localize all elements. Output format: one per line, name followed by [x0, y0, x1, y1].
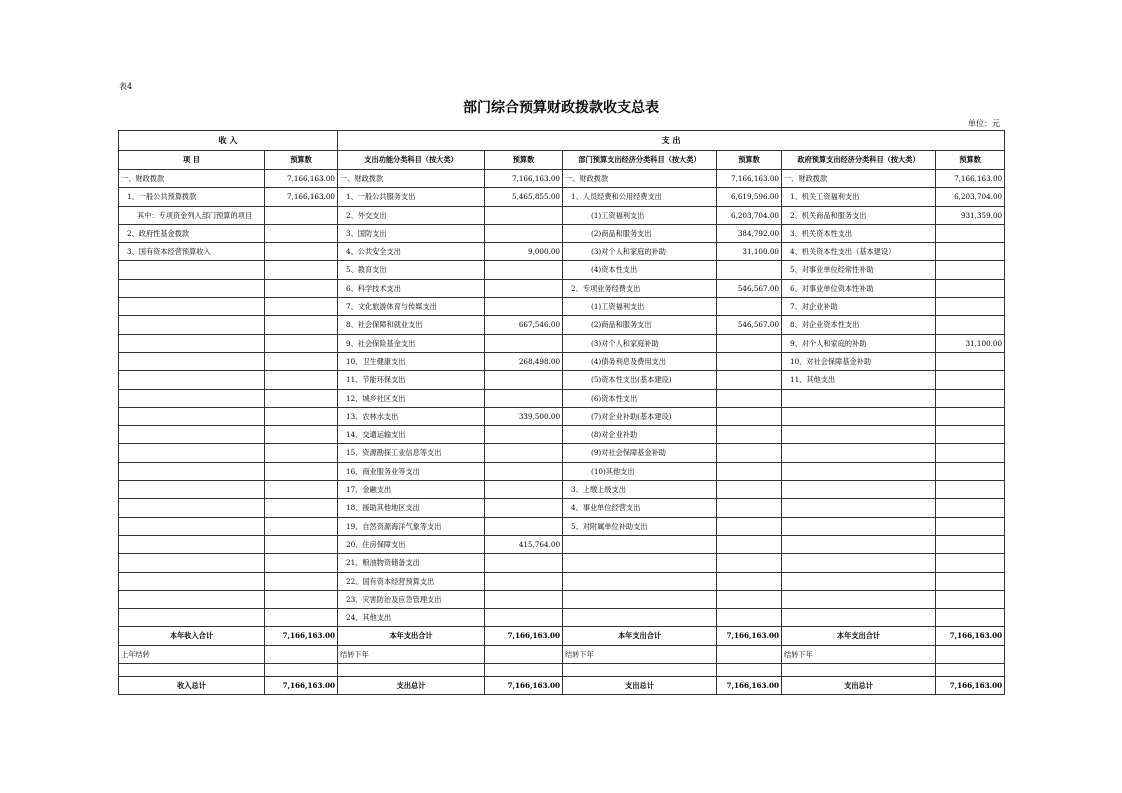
dept-econ-budget	[717, 426, 782, 444]
function-item: 一、财政拨款	[338, 170, 485, 188]
table-row	[119, 188, 1005, 206]
income-item	[119, 481, 265, 499]
dept-econ-item: (1)工资福利支出	[563, 298, 717, 316]
gov-econ-item: 8、对企业资本性支出	[782, 316, 936, 334]
gov-econ-budget	[936, 609, 1005, 627]
function-budget: 5,465,855.00	[485, 188, 563, 206]
income-item: 2、政府性基金拨款	[119, 224, 265, 242]
income-budget	[265, 407, 338, 425]
table-row	[119, 572, 1005, 590]
dept-econ-item: (3)对个人和家庭补助	[563, 334, 717, 352]
income-budget	[265, 462, 338, 480]
income-item	[119, 352, 265, 370]
income-budget	[265, 389, 338, 407]
income-budget	[265, 334, 338, 352]
col-header-budget: 预算数	[936, 151, 1005, 170]
income-budget	[265, 371, 338, 389]
function-budget	[485, 554, 563, 572]
gov-econ-budget: 931,359.00	[936, 206, 1005, 224]
income-budget	[265, 316, 338, 334]
year-income-total-label: 本年收入合计	[119, 627, 265, 645]
dept-econ-item: (4)资本性支出	[563, 261, 717, 279]
function-item: 3、国防支出	[338, 224, 485, 242]
income-item: 3、国有资本经营预算收入	[119, 243, 265, 261]
gov-econ-budget	[936, 224, 1005, 242]
income-budget	[265, 224, 338, 242]
table-row	[119, 462, 1005, 480]
dept-econ-budget: 6,203,704.00	[717, 206, 782, 224]
income-budget	[265, 535, 338, 553]
gov-econ-item	[782, 426, 936, 444]
function-item: 7、文化旅游体育与传媒支出	[338, 298, 485, 316]
carry-out-value	[485, 645, 563, 663]
dept-econ-budget: 384,792.00	[717, 224, 782, 242]
income-item	[119, 554, 265, 572]
gov-econ-item	[782, 407, 936, 425]
gov-econ-budget	[936, 389, 1005, 407]
income-budget	[265, 298, 338, 316]
dept-econ-budget	[717, 462, 782, 480]
income-item	[119, 261, 265, 279]
income-item	[119, 334, 265, 352]
income-item	[119, 407, 265, 425]
function-budget	[485, 279, 563, 297]
gov-econ-budget: 7,166,163.00	[936, 170, 1005, 188]
function-budget	[485, 426, 563, 444]
dept-econ-item	[563, 554, 717, 572]
table-number: 表4	[119, 82, 133, 91]
function-item: 10、卫生健康支出	[338, 352, 485, 370]
gov-econ-item: 2、机关商品和服务支出	[782, 206, 936, 224]
function-item: 24、其他支出	[338, 609, 485, 627]
gov-econ-item: 11、其他支出	[782, 371, 936, 389]
function-item: 14、交通运输支出	[338, 426, 485, 444]
function-item: 2、外交支出	[338, 206, 485, 224]
carry-in-label: 上年结转	[119, 645, 265, 663]
dept-econ-budget	[717, 407, 782, 425]
income-item: 其中：专项资金列入部门预算的项目	[119, 206, 265, 224]
income-budget	[265, 352, 338, 370]
gov-econ-budget	[936, 572, 1005, 590]
blank-cell	[717, 664, 782, 677]
dept-econ-budget	[717, 371, 782, 389]
function-item: 19、自然资源海洋气象等支出	[338, 517, 485, 535]
function-budget	[485, 499, 563, 517]
gov-econ-item	[782, 444, 936, 462]
gov-econ-budget	[936, 371, 1005, 389]
year-expense-total-label: 本年支出合计	[338, 627, 485, 645]
expense-grand-total-value: 7,166,163.00	[485, 677, 563, 695]
function-item: 21、粮油物资储备支出	[338, 554, 485, 572]
table-row	[119, 426, 1005, 444]
function-budget	[485, 224, 563, 242]
table-row	[119, 334, 1005, 352]
expense-band: 支 出	[338, 131, 1005, 151]
income-item	[119, 590, 265, 608]
carry-out-label: 结转下年	[338, 645, 485, 663]
income-budget	[265, 572, 338, 590]
dept-econ-item: (3)对个人和家庭的补助	[563, 243, 717, 261]
expense-grand-total-label: 支出总计	[563, 677, 717, 695]
function-budget	[485, 462, 563, 480]
dept-econ-budget	[717, 590, 782, 608]
income-budget	[265, 609, 338, 627]
table-row	[119, 316, 1005, 334]
function-budget: 268,498.00	[485, 352, 563, 370]
income-budget	[265, 499, 338, 517]
dept-econ-item: 一、财政拨款	[563, 170, 717, 188]
dept-econ-item: (8)对企业补助	[563, 426, 717, 444]
gov-econ-item: 7、对企业补助	[782, 298, 936, 316]
function-budget	[485, 261, 563, 279]
col-header-budget: 预算数	[717, 151, 782, 170]
gov-econ-item	[782, 535, 936, 553]
table-row	[119, 554, 1005, 572]
dept-econ-budget	[717, 389, 782, 407]
function-budget: 415,764.00	[485, 535, 563, 553]
income-budget: 7,166,163.00	[265, 188, 338, 206]
income-budget	[265, 261, 338, 279]
table-row	[119, 298, 1005, 316]
expense-grand-total-value: 7,166,163.00	[717, 677, 782, 695]
income-item: 1、一般公共预算拨款	[119, 188, 265, 206]
table-row	[119, 535, 1005, 553]
gov-econ-item	[782, 572, 936, 590]
expense-grand-total-label: 支出总计	[782, 677, 936, 695]
function-budget	[485, 481, 563, 499]
function-item: 5、教育支出	[338, 261, 485, 279]
function-budget: 7,166,163.00	[485, 170, 563, 188]
function-budget	[485, 371, 563, 389]
function-item: 9、社会保险基金支出	[338, 334, 485, 352]
gov-econ-item: 9、对个人和家庭的补助	[782, 334, 936, 352]
gov-econ-item	[782, 462, 936, 480]
dept-econ-budget	[717, 554, 782, 572]
gov-econ-budget	[936, 517, 1005, 535]
dept-econ-budget	[717, 298, 782, 316]
carry-out-label: 结转下年	[782, 645, 936, 663]
carry-in-value	[265, 645, 338, 663]
function-item: 22、国有资本经营预算支出	[338, 572, 485, 590]
gov-econ-item	[782, 481, 936, 499]
col-header-budget: 预算数	[265, 151, 338, 170]
dept-econ-budget	[717, 444, 782, 462]
dept-econ-budget	[717, 572, 782, 590]
dept-econ-budget: 546,567.00	[717, 316, 782, 334]
dept-econ-budget	[717, 499, 782, 517]
income-item	[119, 535, 265, 553]
gov-econ-item	[782, 590, 936, 608]
dept-econ-item	[563, 572, 717, 590]
table-row	[119, 499, 1005, 517]
col-header-gov-economic-category: 政府预算支出经济分类科目（按大类）	[782, 151, 936, 170]
gov-econ-budget	[936, 279, 1005, 297]
blank-cell	[563, 664, 717, 677]
income-item	[119, 279, 265, 297]
gov-econ-budget: 6,203,704.00	[936, 188, 1005, 206]
income-item	[119, 462, 265, 480]
function-budget	[485, 444, 563, 462]
expense-grand-total-label: 支出总计	[338, 677, 485, 695]
dept-econ-item	[563, 535, 717, 553]
dept-econ-budget	[717, 261, 782, 279]
function-item: 23、灾害防治及应急管理支出	[338, 590, 485, 608]
gov-econ-budget	[936, 499, 1005, 517]
gov-econ-budget	[936, 444, 1005, 462]
income-grand-total-value: 7,166,163.00	[265, 677, 338, 695]
gov-econ-budget	[936, 352, 1005, 370]
expense-grand-total-value: 7,166,163.00	[936, 677, 1005, 695]
function-budget	[485, 298, 563, 316]
carry-out-label: 结转下年	[563, 645, 717, 663]
table-row	[119, 481, 1005, 499]
income-budget	[265, 481, 338, 499]
gov-econ-budget	[936, 426, 1005, 444]
dept-econ-item	[563, 590, 717, 608]
col-header-dept-economic-category: 部门预算支出经济分类科目（按大类）	[563, 151, 717, 170]
dept-econ-item: 4、事业单位经营支出	[563, 499, 717, 517]
budget-table	[118, 130, 1005, 695]
blank-cell	[265, 664, 338, 677]
gov-econ-budget	[936, 298, 1005, 316]
function-item: 17、金融支出	[338, 481, 485, 499]
income-band: 收 入	[119, 131, 338, 151]
year-expense-total-label: 本年支出合计	[782, 627, 936, 645]
dept-econ-budget: 6,619,596.00	[717, 188, 782, 206]
function-item: 1、一般公共服务支出	[338, 188, 485, 206]
gov-econ-item: 5、对事业单位经常性补助	[782, 261, 936, 279]
function-item: 20、住房保障支出	[338, 535, 485, 553]
year-expense-total-value: 7,166,163.00	[485, 627, 563, 645]
gov-econ-item: 4、机关资本性支出（基本建设）	[782, 243, 936, 261]
income-grand-total-label: 收入总计	[119, 677, 265, 695]
gov-econ-item	[782, 499, 936, 517]
gov-econ-budget	[936, 316, 1005, 334]
dept-econ-budget: 31,100.00	[717, 243, 782, 261]
col-header-budget: 预算数	[485, 151, 563, 170]
function-item: 6、科学技术支出	[338, 279, 485, 297]
gov-econ-item	[782, 554, 936, 572]
gov-econ-item: 3、机关资本性支出	[782, 224, 936, 242]
gov-econ-item: 1、机关工资福利支出	[782, 188, 936, 206]
gov-econ-budget	[936, 407, 1005, 425]
gov-econ-budget	[936, 535, 1005, 553]
gov-econ-item: 10、对社会保障基金补助	[782, 352, 936, 370]
dept-econ-item: (2)商品和服务支出	[563, 224, 717, 242]
dept-econ-budget	[717, 517, 782, 535]
function-budget	[485, 609, 563, 627]
function-item: 18、援助其他地区支出	[338, 499, 485, 517]
gov-econ-budget	[936, 481, 1005, 499]
blank-cell	[485, 664, 563, 677]
col-header-item: 项 目	[119, 151, 265, 170]
table-row	[119, 517, 1005, 535]
income-budget	[265, 554, 338, 572]
table-row	[119, 170, 1005, 188]
income-budget	[265, 426, 338, 444]
income-budget	[265, 279, 338, 297]
function-budget	[485, 517, 563, 535]
page-title: 部门综合预算财政拨款收支总表	[463, 100, 659, 116]
table-row	[119, 444, 1005, 462]
dept-econ-budget	[717, 481, 782, 499]
dept-econ-budget	[717, 334, 782, 352]
blank-cell	[119, 664, 265, 677]
income-item	[119, 389, 265, 407]
dept-econ-item: (4)债务利息及费用支出	[563, 352, 717, 370]
function-item: 11、节能环保支出	[338, 371, 485, 389]
income-item	[119, 609, 265, 627]
table-row	[119, 224, 1005, 242]
year-expense-total-value: 7,166,163.00	[717, 627, 782, 645]
table-row	[119, 371, 1005, 389]
gov-econ-budget	[936, 261, 1005, 279]
dept-econ-item: (1)工资福利支出	[563, 206, 717, 224]
function-budget	[485, 590, 563, 608]
function-budget	[485, 389, 563, 407]
income-item	[119, 316, 265, 334]
function-budget	[485, 572, 563, 590]
function-item: 13、农林水支出	[338, 407, 485, 425]
dept-econ-item	[563, 609, 717, 627]
gov-econ-budget	[936, 554, 1005, 572]
income-budget	[265, 206, 338, 224]
gov-econ-budget	[936, 243, 1005, 261]
income-item	[119, 426, 265, 444]
function-budget: 667,546.00	[485, 316, 563, 334]
dept-econ-item: 3、上缴上级支出	[563, 481, 717, 499]
function-item: 8、社会保障和就业支出	[338, 316, 485, 334]
table-row	[119, 279, 1005, 297]
gov-econ-item	[782, 609, 936, 627]
blank-cell	[338, 664, 485, 677]
dept-econ-item: (2)商品和服务支出	[563, 316, 717, 334]
income-budget	[265, 517, 338, 535]
function-budget	[485, 334, 563, 352]
gov-econ-budget: 31,100.00	[936, 334, 1005, 352]
gov-econ-item: 6、对事业单位资本性补助	[782, 279, 936, 297]
year-expense-total-value: 7,166,163.00	[936, 627, 1005, 645]
dept-econ-item: (10)其他支出	[563, 462, 717, 480]
gov-econ-item	[782, 517, 936, 535]
carry-out-value	[936, 645, 1005, 663]
table-row	[119, 407, 1005, 425]
dept-econ-budget	[717, 535, 782, 553]
table-row	[119, 261, 1005, 279]
income-item	[119, 371, 265, 389]
function-budget	[485, 206, 563, 224]
gov-econ-item: 一、财政拨款	[782, 170, 936, 188]
function-budget: 339,500.00	[485, 407, 563, 425]
unit-label: 单位：元	[968, 119, 1000, 128]
blank-cell	[936, 664, 1005, 677]
dept-econ-item: 1、人员经费和公用经费支出	[563, 188, 717, 206]
function-item: 15、资源勘探工业信息等支出	[338, 444, 485, 462]
income-budget: 7,166,163.00	[265, 170, 338, 188]
income-budget	[265, 590, 338, 608]
dept-econ-budget	[717, 352, 782, 370]
income-item	[119, 444, 265, 462]
blank-cell	[782, 664, 936, 677]
income-item	[119, 499, 265, 517]
dept-econ-budget	[717, 609, 782, 627]
dept-econ-budget: 7,166,163.00	[717, 170, 782, 188]
income-item: 一、财政拨款	[119, 170, 265, 188]
income-item	[119, 298, 265, 316]
col-header-function-category: 支出功能分类科目（按大类）	[338, 151, 485, 170]
dept-econ-item: (5)资本性支出(基本建设)	[563, 371, 717, 389]
function-item: 4、公共安全支出	[338, 243, 485, 261]
table-row	[119, 352, 1005, 370]
gov-econ-budget	[936, 462, 1005, 480]
function-item: 16、商业服务业等支出	[338, 462, 485, 480]
dept-econ-item: (7)对企业补助(基本建设)	[563, 407, 717, 425]
year-expense-total-label: 本年支出合计	[563, 627, 717, 645]
income-budget	[265, 243, 338, 261]
dept-econ-item: 5、对附属单位补助支出	[563, 517, 717, 535]
gov-econ-budget	[936, 590, 1005, 608]
income-item	[119, 572, 265, 590]
table-row	[119, 206, 1005, 224]
income-budget	[265, 444, 338, 462]
table-row	[119, 609, 1005, 627]
dept-econ-item: 2、专项业务经费支出	[563, 279, 717, 297]
dept-econ-budget: 546,567.00	[717, 279, 782, 297]
function-budget: 9,000.00	[485, 243, 563, 261]
year-income-total-value: 7,166,163.00	[265, 627, 338, 645]
table-row	[119, 243, 1005, 261]
income-item	[119, 517, 265, 535]
table-row	[119, 389, 1005, 407]
function-item: 12、城乡社区支出	[338, 389, 485, 407]
dept-econ-item: (9)对社会保障基金补助	[563, 444, 717, 462]
carry-out-value	[717, 645, 782, 663]
table-row	[119, 590, 1005, 608]
dept-econ-item: (6)资本性支出	[563, 389, 717, 407]
gov-econ-item	[782, 389, 936, 407]
